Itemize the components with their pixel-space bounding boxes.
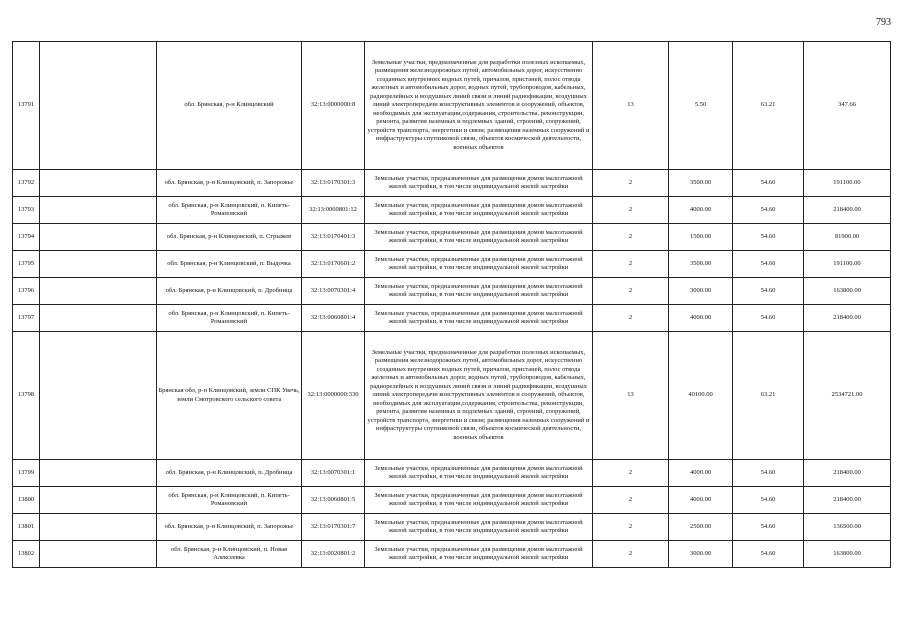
cadastral-number-cell: 32:13:0060801:12 [302,197,365,224]
empty-cell [40,197,157,224]
address-cell: обл. Брянская, р-н Клинцовский, п. Стрыжев [157,224,302,251]
table-row [13,487,891,514]
row-number-cell: 13793 [13,197,40,224]
cadastral-number-cell: 32:13:0070301:1 [302,460,365,487]
address-cell: обл. Брянская, р-н Клинцовский, п. Выдочка [157,251,302,278]
row-number-cell: 13791 [13,42,40,170]
group-cell: 2 [593,305,669,332]
empty-cell [40,224,157,251]
rate-cell: 63.21 [733,332,804,460]
group-cell: 2 [593,278,669,305]
address-cell: обл. Брянская, р-н Клинцовский, п. Кипеть-Романовский [157,197,302,224]
table-row [13,514,891,541]
purpose-cell: Земельные участки, предназначенные для размещения домов малоэтажной жилой застройки, в том числе индивидуальной жилой застройки [365,460,593,487]
cadastral-number-cell: 32:13:0000000:330 [302,332,365,460]
purpose-cell: Земельные участки, предназначенные для размещения домов малоэтажной жилой застройки, в том числе индивидуальной жилой застройки [365,487,593,514]
rate-cell: 54.60 [733,305,804,332]
cadastral-number-cell: 32:13:0170401:3 [302,224,365,251]
area-cell: 4000.00 [669,460,733,487]
row-number-cell: 13802 [13,541,40,568]
table-row [13,42,891,170]
address-cell: обл. Брянская, р-н Клинцовский, п. Запорожье [157,170,302,197]
row-number-cell: 13798 [13,332,40,460]
row-number-cell: 13801 [13,514,40,541]
purpose-cell: Земельные участки, предназначенные для размещения домов малоэтажной жилой застройки, в том числе индивидуальной жилой застройки [365,541,593,568]
cadastral-value-cell: 163800.00 [804,278,891,305]
table-row [13,332,891,460]
rate-cell: 54.60 [733,514,804,541]
row-number-cell: 13794 [13,224,40,251]
empty-cell [40,487,157,514]
cadastral-value-cell: 191100.00 [804,251,891,278]
address-cell: обл. Брянская, р-н Клинцовский [157,42,302,170]
cadastral-number-cell: 32:13:0020801:2 [302,541,365,568]
cadastral-value-cell: 81900.00 [804,224,891,251]
purpose-cell: Земельные участки, предназначенные для размещения домов малоэтажной жилой застройки, в том числе индивидуальной жилой застройки [365,197,593,224]
group-cell: 13 [593,332,669,460]
cadastral-number-cell: 32:13:0170301:3 [302,170,365,197]
group-cell: 2 [593,487,669,514]
area-cell: 5.50 [669,42,733,170]
empty-cell [40,332,157,460]
purpose-cell: Земельные участки, предназначенные для размещения домов малоэтажной жилой застройки, в том числе индивидуальной жилой застройки [365,278,593,305]
cadastral-value-cell: 218400.00 [804,487,891,514]
empty-cell [40,305,157,332]
cadastral-value-cell: 136500.00 [804,514,891,541]
purpose-cell: Земельные участки, предназначенные для разработки полезных ископаемых, размещения железнодорожных путей, автомобильных дорог, искусственно созданных внутренних водных путей, причалов, пристаней, полос отвода железных и автомобильных дорог, водных путей, трубопроводов, кабельных, радиорелейных и воздушных линий связи и линий радиофикации, воздушных линий электропередачи конструктивных элементов и сооружений, объектов, необходимых для эксплуатации,содержания, строительства, реконструкции, ремонта, развития наземных и подземных зданий, строений, сооружений, устройств транспорта, энергетики и связи; размещения наземных сооружений и инфраструктуры спутниковой связи, объектов космической деятельности, военных объектов [365,42,593,170]
cadastral-number-cell: 32:13:0170301:7 [302,514,365,541]
cadastral-number-cell: 32:13:0060801:4 [302,305,365,332]
purpose-cell: Земельные участки, предназначенные для размещения домов малоэтажной жилой застройки, в том числе индивидуальной жилой застройки [365,170,593,197]
address-cell: Брянская обл, р-н Клинцовский, земли СПК Увечь, земли Смотровского сельского совета [157,332,302,460]
cadastral-value-cell: 163800.00 [804,541,891,568]
empty-cell [40,170,157,197]
rate-cell: 54.60 [733,251,804,278]
group-cell: 2 [593,224,669,251]
cadastral-number-cell: 32:13:0070301:4 [302,278,365,305]
address-cell: обл. Брянская, р-н Клинцовский, п. Запорожье [157,514,302,541]
cadastral-number-cell: 32:13:0000000:8 [302,42,365,170]
group-cell: 2 [593,514,669,541]
purpose-cell: Земельные участки, предназначенные для размещения домов малоэтажной жилой застройки, в том числе индивидуальной жилой застройки [365,305,593,332]
cadastral-number-cell: 32:13:0060801:5 [302,487,365,514]
area-cell: 2500.00 [669,514,733,541]
row-number-cell: 13795 [13,251,40,278]
address-cell: обл. Брянская, р-н Клинцовский, п. Новая Алексеевка [157,541,302,568]
table-row [13,224,891,251]
table-row [13,278,891,305]
group-cell: 2 [593,197,669,224]
rate-cell: 54.60 [733,197,804,224]
empty-cell [40,460,157,487]
area-cell: 3000.00 [669,541,733,568]
group-cell: 2 [593,460,669,487]
group-cell: 2 [593,541,669,568]
purpose-cell: Земельные участки, предназначенные для размещения домов малоэтажной жилой застройки, в том числе индивидуальной жилой застройки [365,251,593,278]
rate-cell: 54.60 [733,278,804,305]
page-number: 793 [876,17,891,28]
table-row [13,197,891,224]
table-row [13,460,891,487]
purpose-cell: Земельные участки, предназначенные для разработки полезных ископаемых, размещения железнодорожных путей, автомобильных дорог, искусственно созданных внутренних водных путей, причалов, пристаней, полос отвода железных и автомобильных дорог, водных путей, трубопроводов, кабельных, радиорелейных и воздушных линий связи и линий радиофикации, воздушных линий электропередачи конструктивных элементов и сооружений, объектов, необходимых для эксплуатации,содержания, строительства, реконструкции, ремонта, развития наземных и подземных зданий, строений, сооружений, устройств транспорта, энергетики и связи; размещения наземных сооружений и инфраструктуры спутниковой связи, объектов космической деятельности, военных объектов [365,332,593,460]
table-row [13,251,891,278]
group-cell: 13 [593,42,669,170]
rate-cell: 54.60 [733,170,804,197]
address-cell: обл. Брянская, р-н Клинцовский, п. Кипеть-Романовский [157,487,302,514]
group-cell: 2 [593,251,669,278]
cadastral-value-cell: 191100.00 [804,170,891,197]
empty-cell [40,251,157,278]
purpose-cell: Земельные участки, предназначенные для размещения домов малоэтажной жилой застройки, в том числе индивидуальной жилой застройки [365,514,593,541]
area-cell: 4000.00 [669,487,733,514]
rate-cell: 63.21 [733,42,804,170]
rate-cell: 54.60 [733,460,804,487]
row-number-cell: 13792 [13,170,40,197]
cadastral-value-cell: 218400.00 [804,305,891,332]
area-cell: 3500.00 [669,170,733,197]
purpose-cell: Земельные участки, предназначенные для размещения домов малоэтажной жилой застройки, в том числе индивидуальной жилой застройки [365,224,593,251]
cadastral-value-cell: 218400.00 [804,197,891,224]
area-cell: 4000.00 [669,197,733,224]
cadastral-number-cell: 32:13:0170601:2 [302,251,365,278]
row-number-cell: 13797 [13,305,40,332]
rate-cell: 54.60 [733,224,804,251]
land-registry-table [12,41,891,568]
address-cell: обл. Брянская, р-н Клинцовский, п. Дробница [157,460,302,487]
empty-cell [40,514,157,541]
group-cell: 2 [593,170,669,197]
table-row [13,541,891,568]
area-cell: 40100.00 [669,332,733,460]
table-row [13,305,891,332]
cadastral-value-cell: 2534721.00 [804,332,891,460]
row-number-cell: 13796 [13,278,40,305]
cadastral-value-cell: 218400.00 [804,460,891,487]
cadastral-value-cell: 347.66 [804,42,891,170]
row-number-cell: 13800 [13,487,40,514]
area-cell: 4000.00 [669,305,733,332]
table-body [13,42,891,568]
address-cell: обл. Брянская, р-н Клинцовский, п. Дробница [157,278,302,305]
address-cell: обл. Брянская, р-н Клинцовский, п. Кипеть-Романовский [157,305,302,332]
empty-cell [40,541,157,568]
rate-cell: 54.60 [733,541,804,568]
area-cell: 1500.00 [669,224,733,251]
area-cell: 3500.00 [669,251,733,278]
row-number-cell: 13799 [13,460,40,487]
area-cell: 3000.00 [669,278,733,305]
table-row [13,170,891,197]
empty-cell [40,42,157,170]
rate-cell: 54.60 [733,487,804,514]
empty-cell [40,278,157,305]
